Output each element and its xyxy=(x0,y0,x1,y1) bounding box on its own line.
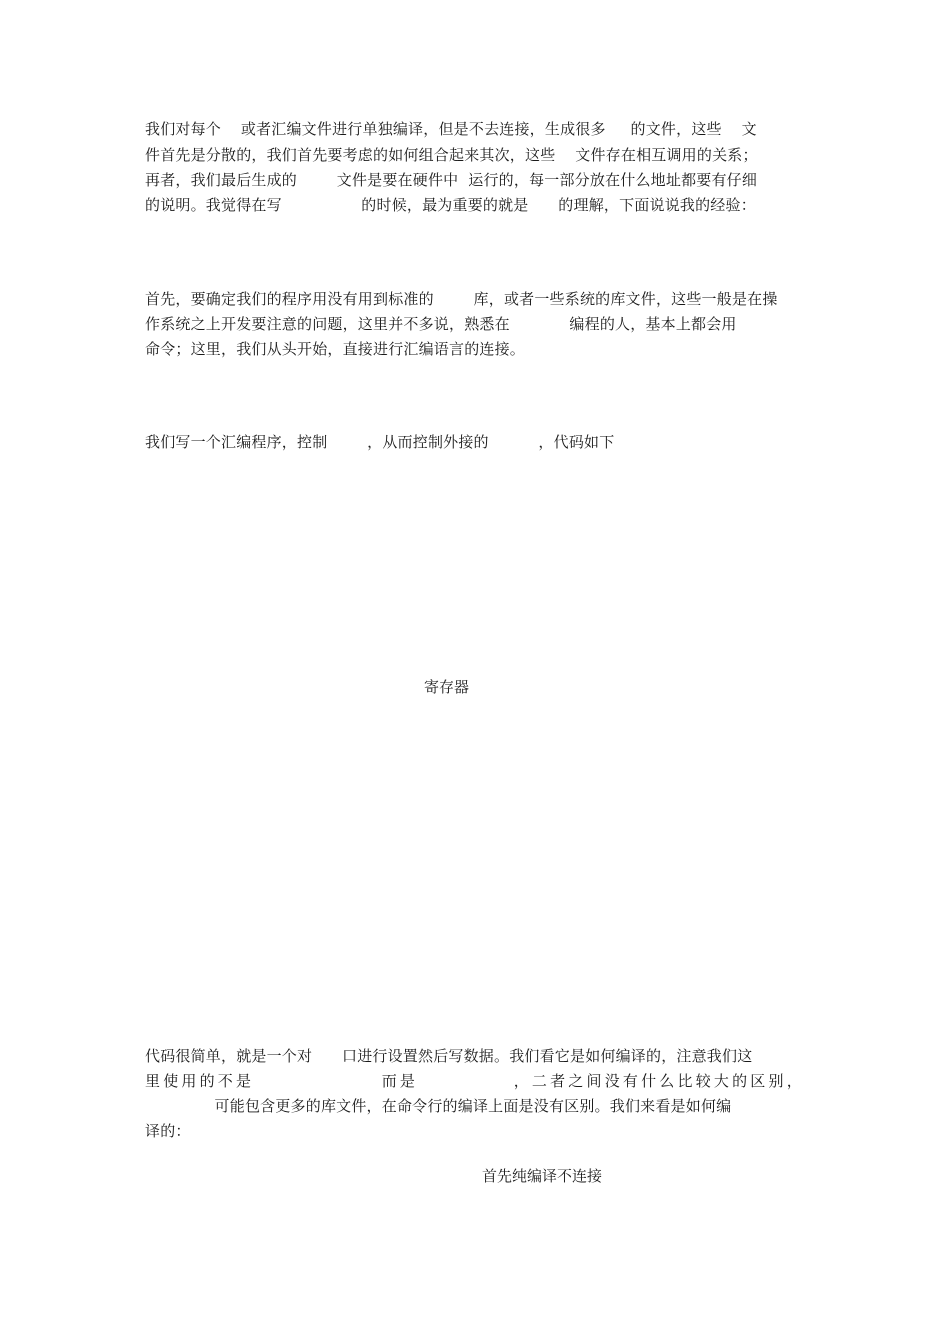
paragraph-4-line-1: 代码很简单，就是一个对 口进行设置然后写数据。我们看它是如何编译的，注意我们这 xyxy=(145,1047,753,1065)
paragraph-1-line-1: 我们对每个 或者汇编文件进行单独编译，但是不去连接，生成很多 的文件，这些 文 xyxy=(145,120,757,138)
paragraph-2-line-1: 首先，要确定我们的程序用没有用到标准的 库，或者一些系统的库文件，这些一般是在操 xyxy=(145,290,778,308)
caption-compile-only: 首先纯编译不连接 xyxy=(482,1167,603,1185)
paragraph-2-line-2: 作系统之上开发要注意的问题，这里并不多说，熟悉在 编程的人，基本上都会用 xyxy=(145,315,737,333)
paragraph-4-line-2: 里使用的不是 而是 ，二者之间没有什么比较大的区别， xyxy=(145,1072,805,1090)
paragraph-2-line-3: 命令；这里，我们从头开始，直接进行汇编语言的连接。 xyxy=(145,340,526,358)
paragraph-3-line-1: 我们写一个汇编程序，控制 ，从而控制外接的 ，代码如下 xyxy=(145,433,615,451)
paragraph-1-line-2: 件首先是分散的，我们首先要考虑的如何组合起来其次，这些 文件存在相互调用的关系； xyxy=(145,146,758,164)
paragraph-1-line-3: 再者，我们最后生成的 文件是要在硬件中 运行的，每一部分放在什么地址都要有仔细 xyxy=(145,171,758,189)
caption-register: 寄存器 xyxy=(424,678,470,696)
paragraph-4-line-4: 译的： xyxy=(145,1122,191,1140)
paragraph-1-line-4: 的说明。我觉得在写 的时候，最为重要的就是 的理解，下面说说我的经验： xyxy=(145,196,756,214)
paragraph-4-line-3: 可能包含更多的库文件，在命令行的编译上面是没有区别。我们来看是如何编 xyxy=(145,1097,732,1115)
